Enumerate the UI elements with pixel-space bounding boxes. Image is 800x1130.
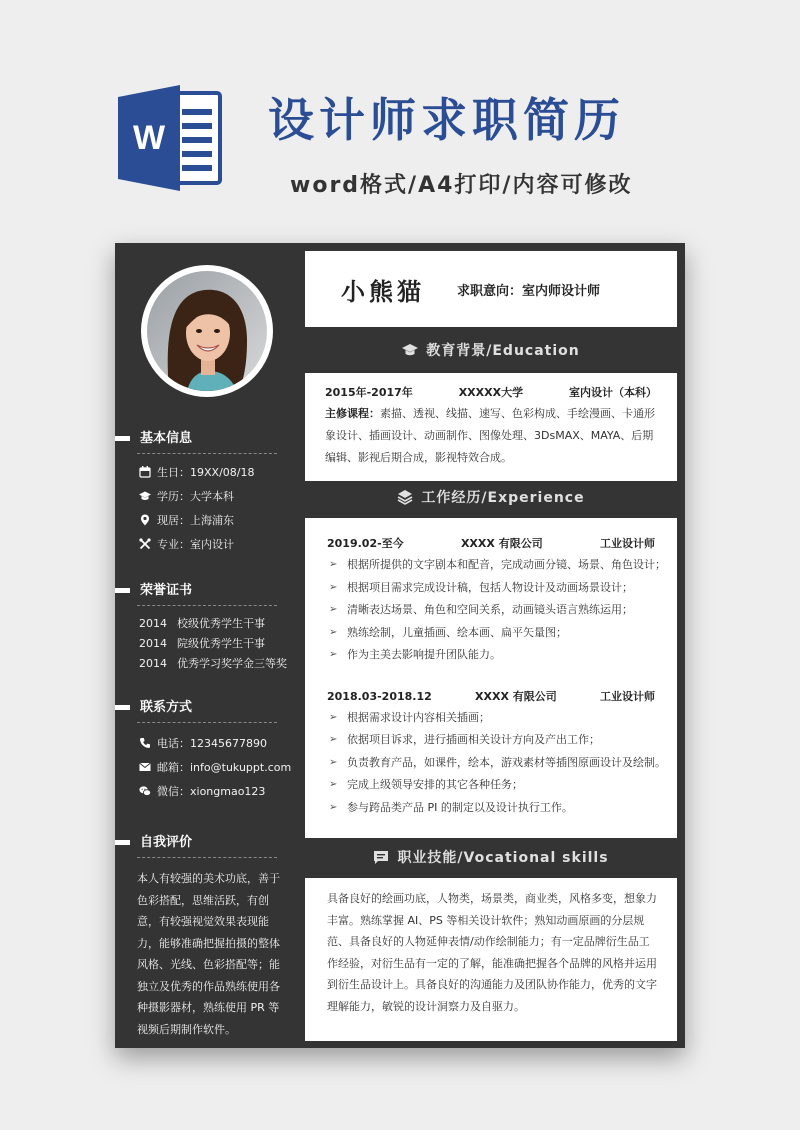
message-icon [373,849,389,865]
location-pin-icon [139,514,151,526]
word-document-icon [118,85,226,191]
honor-item: 2014 校级优秀学生干事 [139,617,265,630]
mail-icon [139,761,151,773]
experience-card [305,518,677,838]
self-evaluation-section [115,831,305,1040]
calendar-icon [139,466,151,478]
education-header: 2015年-2017年 XXXXX大学 室内设计（本科） [325,386,657,399]
self-evaluation-title: 自我评价 [115,831,305,855]
contact-section [115,696,305,803]
phone-icon [139,737,151,749]
contact-phone: 电话：12345677890 [115,731,305,755]
education-courses: 主修课程：素描、透视、线描、速写、色彩构成、手绘漫画、卡通形象设计、插画设计、动画制作、图像处理、3DsMAX、MAYA、后期编辑、影视后期合成，影视特效合成。 [325,407,655,464]
tools-icon [139,538,151,550]
portrait-photo [147,271,267,391]
job-duty: ➢ 依据项目诉求，进行插画相关设计方向及产出工作； [327,729,655,752]
svg-text:W: W [132,119,166,157]
job-header: 2019.02-至今 XXXX 有限公司 工业设计师 [327,537,655,550]
layers-icon [397,489,413,505]
skills-text: 具备良好的绘画功底，人物类，场景类，商业类，风格多变，想象力丰富。熟练掌握 AI、PS 等相关设计软件；熟知动画原画的分层规范、具备良好的人物延伸表情/动作绘制能力；有一定品牌衍生品工作经验，对衍生品有一定的了解，能准确把握各个品牌的风格并运用到衍生品设计上。具备良好的沟通能力及团队协作能力，优秀的文字理解能力，敏锐的设计洞察力及自驱力。 [327,892,657,1013]
info-major: 专业：室内设计 [115,532,305,556]
skills-title: 职业技能/Vocational skills [305,847,677,869]
honors-title: 荣誉证书 [115,579,305,603]
name-card [305,251,677,327]
info-birthday: 生日：19XX/08/18 [115,460,305,484]
avatar [141,265,273,397]
contact-wechat: 微信：xiongmao123 [115,779,305,803]
job-duty: ➢ 参与跨品类产品 PI 的制定以及设计执行工作。 [327,797,655,820]
honor-item: 2014 院级优秀学生干事 [139,637,265,650]
job-header: 2018.03-2018.12 XXXX 有限公司 工业设计师 [327,689,655,703]
banner-title: 设计师求职简历 [268,93,625,147]
job-duty: ➢ 根据所提供的文字剧本和配音，完成动画分镜、场景、角色设计； [327,554,655,577]
graduation-cap-icon [402,342,418,358]
experience-title: 工作经历/Experience [305,487,677,509]
job-intent: 求职意向：室内师设计师 [457,283,601,299]
basic-info-title: 基本信息 [115,427,305,451]
basic-info-section [115,427,305,556]
job-duty: ➢ 熟练绘制，儿童插画、绘本画、扁平矢量图； [327,622,655,645]
resume-sheet [115,243,685,1048]
honor-item: 2014 优秀学习奖学金三等奖 [139,657,287,670]
person-name: 小熊猫 [341,277,425,306]
education-title: 教育背景/Education [305,340,677,362]
job-duty: ➢ 根据项目需求完成设计稿，包括人物设计及动画场景设计； [327,577,655,600]
info-residence: 现居：上海浦东 [115,508,305,532]
graduation-cap-icon [139,490,151,502]
job-duty: ➢ 清晰表达场景、角色和空间关系，动画镜头语言熟练运用； [327,599,655,622]
wechat-icon [139,785,151,797]
job-duty: ➢ 负责教育产品，如课件，绘本，游戏素材等插图原画设计及绘制。 [327,752,655,775]
contact-email: 邮箱：info@tukuppt.com [115,755,305,779]
skills-card [305,878,677,1041]
job-duty: ➢ 根据需求设计内容相关插画； [327,707,655,730]
job-duty: ➢ 作为主美去影响提升团队能力。 [327,644,655,667]
job-duty: ➢ 完成上级领导安排的其它各种任务； [327,774,655,797]
self-evaluation-text: 本人有较强的美术功底，善于色彩搭配，思维活跃，有创意，有较强视觉效果表现能力，能够准确把握拍摄的整体风格、光线、色彩搭配等；能独立及优秀的作品熟练使用各种摄影器材，熟练使用 PR 等视频后期制作软件。 [137,872,280,1036]
honors-section [115,579,305,674]
info-education: 学历：大学本科 [115,484,305,508]
contact-title: 联系方式 [115,696,305,720]
banner-subtitle: word格式/A4打印/内容可修改 [290,173,633,198]
education-card [305,373,677,481]
